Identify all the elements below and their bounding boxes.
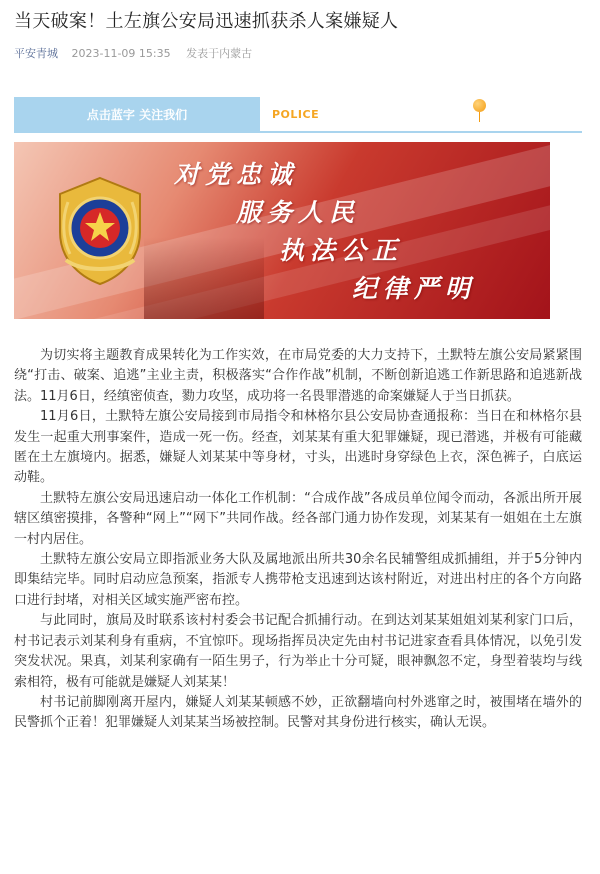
body-paragraph: 村书记前脚刚离开屋内，嫌疑人刘某某顿感不妙，正欲翻墙向村外逃窜之时，被围堵在墙外的民警抓个正着！犯罪嫌疑人刘某某当场被控制。民警对其身份进行核实，确认无误。	[14, 694, 582, 731]
body-paragraph: 为切实将主题教育成果转化为工作实效，在市局党委的大力支持下，土默特左旗公安局紧紧围绕“打击、破案、追逃”主业主责，积极落实“合作作战”机制，不断创新追逃工作新思路和追逃新战法。11月6日，经缜密侦查，勠力攻坚，成功将一名畏罪潜逃的命案嫌疑人于当日抓获。	[14, 348, 582, 404]
banner-divider	[260, 131, 582, 133]
hero-silhouettes	[144, 237, 264, 319]
body-paragraph: 11月6日，土默特左旗公安局接到市局指令和林格尔县公安局协查通报称：当日在和林格尔县发生一起重大刑事案件，造成一死一伤。经查，刘某某有重大犯罪嫌疑，现已潜逃，并极有可能藏匿在土左旗境内。据悉，嫌疑人刘某某中等身材，寸头，出逃时身穿绿色上衣，深色裤子，白底运动鞋。	[14, 409, 582, 486]
police-label: POLICE	[272, 108, 320, 121]
body-paragraph: 土默特左旗公安局迅速启动一体化工作机制：“合成作战”各成员单位闻令而动，各派出所开展辖区缜密摸排，各警种“网上”“网下”共同作战。经各部门通力协作发现，刘某某有一姐姐在土左旗一村内居住。	[14, 490, 582, 547]
balloon-string	[479, 112, 480, 122]
slogan-loyalty: 对党忠诚	[174, 160, 299, 189]
follow-us-button[interactable]: 点击蓝字 关注我们	[14, 97, 260, 133]
body-paragraph: 土默特左旗公安局立即指派业务大队及属地派出所共30余名民辅警组成抓捕组，并于5分钟内即集结完毕。同时启动应急预案，指派专人携带枪支迅速到达该村附近，对进出村庄的各个方向路口进行封堵，对相关区域实施严密布控。	[14, 552, 582, 608]
body-paragraph: 与此同时，旗局及时联系该村村委会书记配合抓捕行动。在到达刘某某姐姐刘某利家门口后，村书记表示刘某利身有重病，不宜惊吓。现场指挥员决定先由村书记进家查看具体情况，以免引发突发状况。果真，刘某利家确有一陌生男子，行为举止十分可疑，眼神飘忽不定，身型着装均与线索相符，极有可能就是嫌疑人刘某某！	[14, 613, 582, 690]
police-emblem-icon	[48, 172, 152, 288]
article-meta	[14, 45, 252, 61]
slogan-serve-people: 服务人民	[236, 198, 361, 227]
slogan-discipline: 纪律严明	[352, 274, 477, 303]
hero-image	[14, 142, 550, 319]
account-name-link[interactable]: 平安青城	[14, 47, 58, 60]
balloon-icon	[473, 99, 486, 112]
article-body	[14, 346, 582, 734]
article-title: 当天破案！土左旗公安局迅速抓获杀人案嫌疑人	[14, 11, 399, 32]
publish-time: 2023-11-09 15:35	[71, 47, 171, 60]
publish-location: 发表于内蒙古	[186, 47, 253, 60]
follow-banner	[14, 97, 582, 133]
slogan-fair-law: 执法公正	[279, 236, 404, 265]
